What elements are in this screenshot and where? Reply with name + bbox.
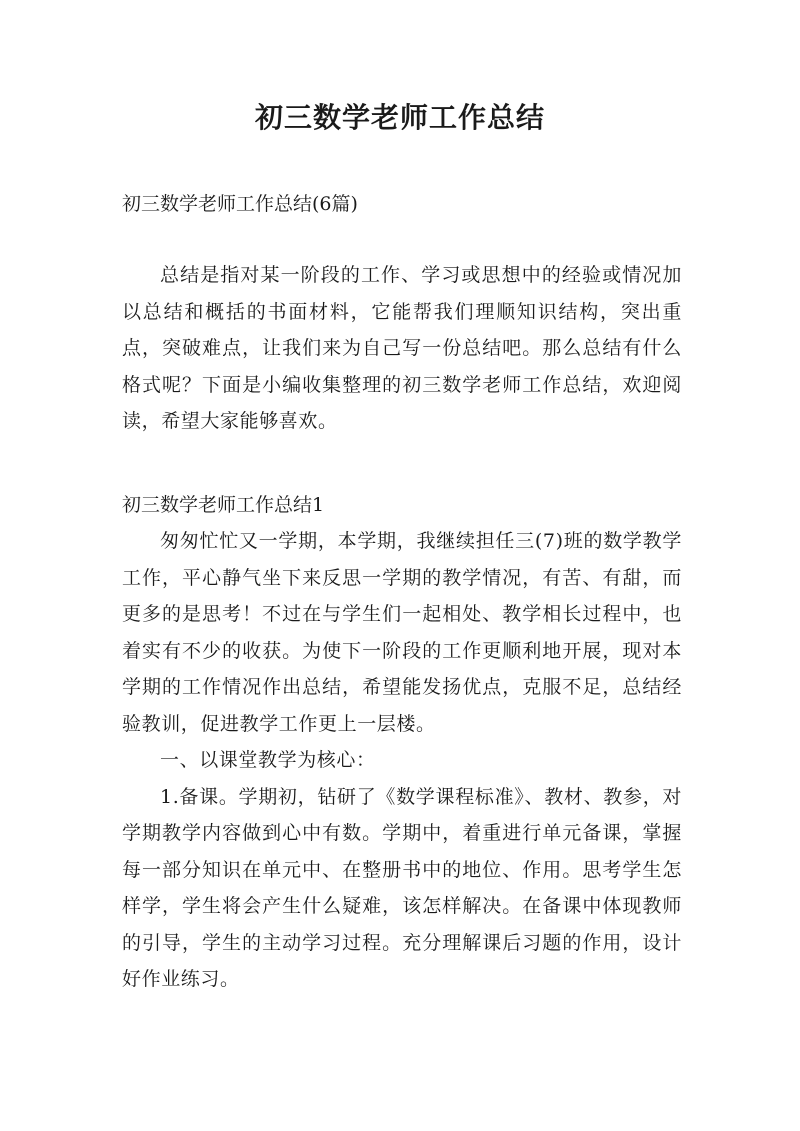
section-1-paragraph-1: 匆匆忙忙又一学期，本学期，我继续担任三(7)班的数学教学工作，平心静气坐下来反思一学期的教学情况，有苦、有甜，而更多的是思考！不过在与学生们一起相处、教学相长过程中，也着实有不少的收获。为使下一阶段的工作更顺利地开展，现对本学期的工作情况作出总结，希望能发扬优点，克服不足，总结经验教训，促进教学工作更上一层楼。 xyxy=(122,530,682,735)
section-1 xyxy=(122,487,682,998)
section-1-paragraph-2: 1.备课。学期初，钻研了《数学课程标准》、教材、教参，对学期教学内容做到心中有数。学期中，着重进行单元备课，掌握每一部分知识在单元中、在整册书中的地位、作用。思考学生怎样学，学生将会产生什么疑难，该怎样解决。在备课中体现教师的引导，学生的主动学习过程。充分理解课后习题的作用，设计好作业练习。 xyxy=(122,785,682,990)
intro-paragraph: 总结是指对某一阶段的工作、学习或思想中的经验或情况加以总结和概括的书面材料，它能帮我们理顺知识结构，突出重点，突破难点，让我们来为自己写一份总结吧。那么总结有什么格式呢？下面是小编收集整理的初三数学老师工作总结，欢迎阅读，希望大家能够喜欢。 xyxy=(122,264,682,432)
document-title: 初三数学老师工作总结 xyxy=(254,101,545,134)
section-1-subheading: 一、以课堂教学为核心： xyxy=(160,749,376,771)
section-1-heading: 初三数学老师工作总结1 xyxy=(122,494,325,516)
intro-section xyxy=(122,257,682,440)
document-subtitle: 初三数学老师工作总结(6篇) xyxy=(122,193,358,215)
